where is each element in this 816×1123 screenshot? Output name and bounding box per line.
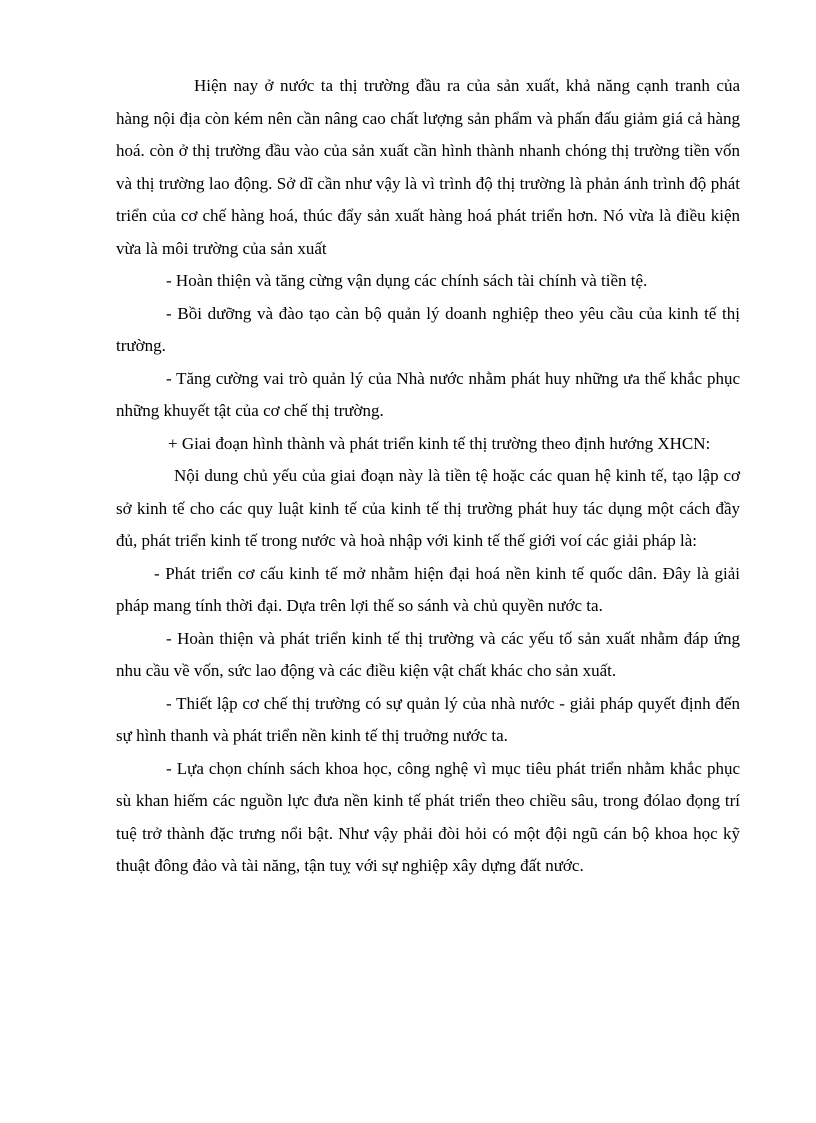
paragraph-intro: Hiện nay ở nước ta thị trường đầu ra của sản xuất, khả năng cạnh tranh của hàng nội địa còn kém nên cần nâng cao chất lượng sản phẩm và phấn đấu giảm giá cả hàng hoá. còn ở thị trường đầu vào của sản xuất cần hình thành nhanh chóng thị trường tiền vốn và thị trường lao động. Sở dĩ cần như vậy là vì trình độ thị trường là phản ánh trình độ phát triển của cơ chế hàng hoá, thúc đẩy sản xuất hàng hoá phát triển hơn. Nó vừa là điều kiện vừa là môi trường của sản xuất (116, 76, 740, 258)
paragraph-bullet-finance: - Hoàn thiện và tăng cừng vận dụng các chính sách tài chính và tiền tệ. (166, 271, 648, 290)
paragraph-stage-content: Nội dung chủ yếu của giai đoạn này là tiền tệ hoặc các quan hệ kinh tế, tạo lập cơ sở kinh tế cho các quy luật kinh tế của kinh tế thị trường phát huy tác dụng một cách đầy đủ, phát triển kinh tế trong nước và hoà nhập với kinh tế thế giới voí các giải pháp là: (116, 466, 740, 550)
paragraph-bullet-market-mechanism: - Thiết lập cơ chế thị trường có sự quản lý của nhà nước - giải pháp quyết định đến sự hình thanh và phát triển nền kinh tế thị truởng nước ta. (116, 693, 740, 745)
paragraph-bullet-training: - Bồi dưỡng và đào tạo càn bộ quản lý doanh nghiệp theo yêu cầu của kinh tế thị trường. (116, 303, 740, 355)
paragraph-bullet-science-policy: - Lựa chọn chính sách khoa học, công nghệ vì mục tiêu phát triển nhằm khắc phục sù khan hiếm các nguồn lực đưa nền kinh tế phát triển theo chiều sâu, trong đólao đọng trí tuệ trở thành đặc trưng nổi bật. Như vậy phải đòi hỏi có một đội ngũ cán bộ khoa học kỹ thuật đông đảo và tài năng, tận tuỵ với sự nghiệp xây dựng đất nước. (116, 758, 740, 875)
paragraph-stage-heading: + Giai đoạn hình thành và phát triển kinh tế thị trường theo định hướng XHCN: (168, 433, 711, 453)
paragraph-bullet-market-development: - Hoàn thiện và phát triển kinh tế thị trường và các yếu tố sản xuất nhằm đáp ứng nhu cầu về vốn, sức lao động và các điều kiện vật chất khác cho sản xuất. (116, 628, 740, 680)
document-page (116, 70, 740, 883)
paragraph-bullet-state-role: - Tăng cường vai trò quản lý của Nhà nước nhằm phát huy những ưa thế khắc phục những khuyết tật của cơ chế thị trường. (116, 368, 740, 420)
paragraph-bullet-open-economy: - Phát triển cơ cấu kinh tế mở nhằm hiện đại hoá nền kinh tế quốc dân. Đây là giải pháp mang tính thời đại. Dựa trên lợi thế so sánh và chủ quyền nước ta. (116, 563, 740, 615)
